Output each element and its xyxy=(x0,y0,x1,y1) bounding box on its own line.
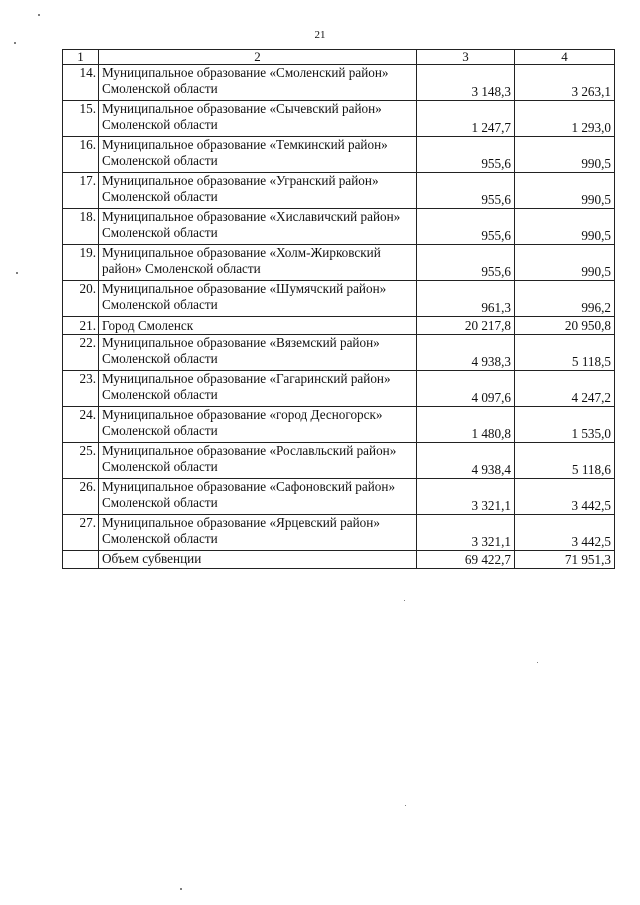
value-col4: 990,5 xyxy=(515,209,615,245)
scan-speck xyxy=(405,805,406,806)
header-col-4: 4 xyxy=(515,50,615,65)
value-col4: 996,2 xyxy=(515,281,615,317)
total-col4: 71 951,3 xyxy=(515,551,615,569)
row-number: 27. xyxy=(63,515,99,551)
table-row xyxy=(63,443,615,479)
value-col4: 20 950,8 xyxy=(515,317,615,335)
municipality-name: Муниципальное образование «Вяземский район» Смоленской области xyxy=(99,335,417,371)
municipality-name: Муниципальное образование «Рославльский район» Смоленской области xyxy=(99,443,417,479)
scan-speck xyxy=(537,662,538,663)
table-row xyxy=(63,65,615,101)
row-number: 19. xyxy=(63,245,99,281)
header-col-3: 3 xyxy=(417,50,515,65)
municipality-name: Муниципальное образование «Темкинский район» Смоленской области xyxy=(99,137,417,173)
table-row xyxy=(63,101,615,137)
row-number: 21. xyxy=(63,317,99,335)
scan-speck xyxy=(16,272,18,274)
value-col4: 3 442,5 xyxy=(515,515,615,551)
value-col3: 3 148,3 xyxy=(417,65,515,101)
row-number: 18. xyxy=(63,209,99,245)
municipality-name: Муниципальное образование «Шумячский район» Смоленской области xyxy=(99,281,417,317)
table-row xyxy=(63,281,615,317)
value-col4: 3 263,1 xyxy=(515,65,615,101)
value-col4: 4 247,2 xyxy=(515,371,615,407)
table-row xyxy=(63,371,615,407)
row-number: 15. xyxy=(63,101,99,137)
value-col3: 4 938,3 xyxy=(417,335,515,371)
value-col3: 4 097,6 xyxy=(417,371,515,407)
scan-speck xyxy=(38,14,40,16)
value-col3: 955,6 xyxy=(417,245,515,281)
value-col3: 1 247,7 xyxy=(417,101,515,137)
value-col3: 3 321,1 xyxy=(417,479,515,515)
scan-speck xyxy=(180,888,182,890)
value-col4: 990,5 xyxy=(515,137,615,173)
row-number: 16. xyxy=(63,137,99,173)
municipality-name: Муниципальное образование «Угранский район» Смоленской области xyxy=(99,173,417,209)
value-col4: 990,5 xyxy=(515,245,615,281)
value-col3: 955,6 xyxy=(417,173,515,209)
table-row xyxy=(63,407,615,443)
row-number: 14. xyxy=(63,65,99,101)
municipality-name: Муниципальное образование «Гагаринский район» Смоленской области xyxy=(99,371,417,407)
municipality-name: Муниципальное образование «Ярцевский район» Смоленской области xyxy=(99,515,417,551)
row-number: 24. xyxy=(63,407,99,443)
value-col4: 3 442,5 xyxy=(515,479,615,515)
row-number: 20. xyxy=(63,281,99,317)
row-number: 22. xyxy=(63,335,99,371)
table-row xyxy=(63,209,615,245)
table-row xyxy=(63,245,615,281)
value-col3: 3 321,1 xyxy=(417,515,515,551)
value-col4: 5 118,5 xyxy=(515,335,615,371)
total-label: Объем субвенции xyxy=(99,551,417,569)
row-number: 17. xyxy=(63,173,99,209)
header-col-1: 1 xyxy=(63,50,99,65)
value-col4: 5 118,6 xyxy=(515,443,615,479)
municipality-name: Город Смоленск xyxy=(99,317,417,335)
scan-speck xyxy=(14,42,16,44)
value-col4: 1 535,0 xyxy=(515,407,615,443)
value-col3: 20 217,8 xyxy=(417,317,515,335)
value-col3: 4 938,4 xyxy=(417,443,515,479)
value-col3: 961,3 xyxy=(417,281,515,317)
row-number: 23. xyxy=(63,371,99,407)
municipality-name: Муниципальное образование «Смоленский район» Смоленской области xyxy=(99,65,417,101)
header-col-2: 2 xyxy=(99,50,417,65)
table-header-row xyxy=(63,50,615,65)
municipality-name: Муниципальное образование «город Десногорск» Смоленской области xyxy=(99,407,417,443)
table-row xyxy=(63,335,615,371)
value-col4: 1 293,0 xyxy=(515,101,615,137)
total-row xyxy=(63,551,615,569)
page-number: 21 xyxy=(314,29,326,41)
table-body xyxy=(63,65,615,551)
municipality-name: Муниципальное образование «Хиславичский район» Смоленской области xyxy=(99,209,417,245)
row-number: 26. xyxy=(63,479,99,515)
municipality-name: Муниципальное образование «Холм-Жирковский район» Смоленской области xyxy=(99,245,417,281)
row-number: 25. xyxy=(63,443,99,479)
value-col4: 990,5 xyxy=(515,173,615,209)
table-row xyxy=(63,173,615,209)
total-num xyxy=(63,551,99,569)
value-col3: 1 480,8 xyxy=(417,407,515,443)
municipality-name: Муниципальное образование «Сычевский район» Смоленской области xyxy=(99,101,417,137)
table-row xyxy=(63,515,615,551)
value-col3: 955,6 xyxy=(417,209,515,245)
table-row xyxy=(63,317,615,335)
scan-speck xyxy=(404,600,405,601)
municipality-name: Муниципальное образование «Сафоновский район» Смоленской области xyxy=(99,479,417,515)
total-col3: 69 422,7 xyxy=(417,551,515,569)
value-col3: 955,6 xyxy=(417,137,515,173)
table-row xyxy=(63,137,615,173)
subvention-table xyxy=(62,49,615,569)
table-row xyxy=(63,479,615,515)
